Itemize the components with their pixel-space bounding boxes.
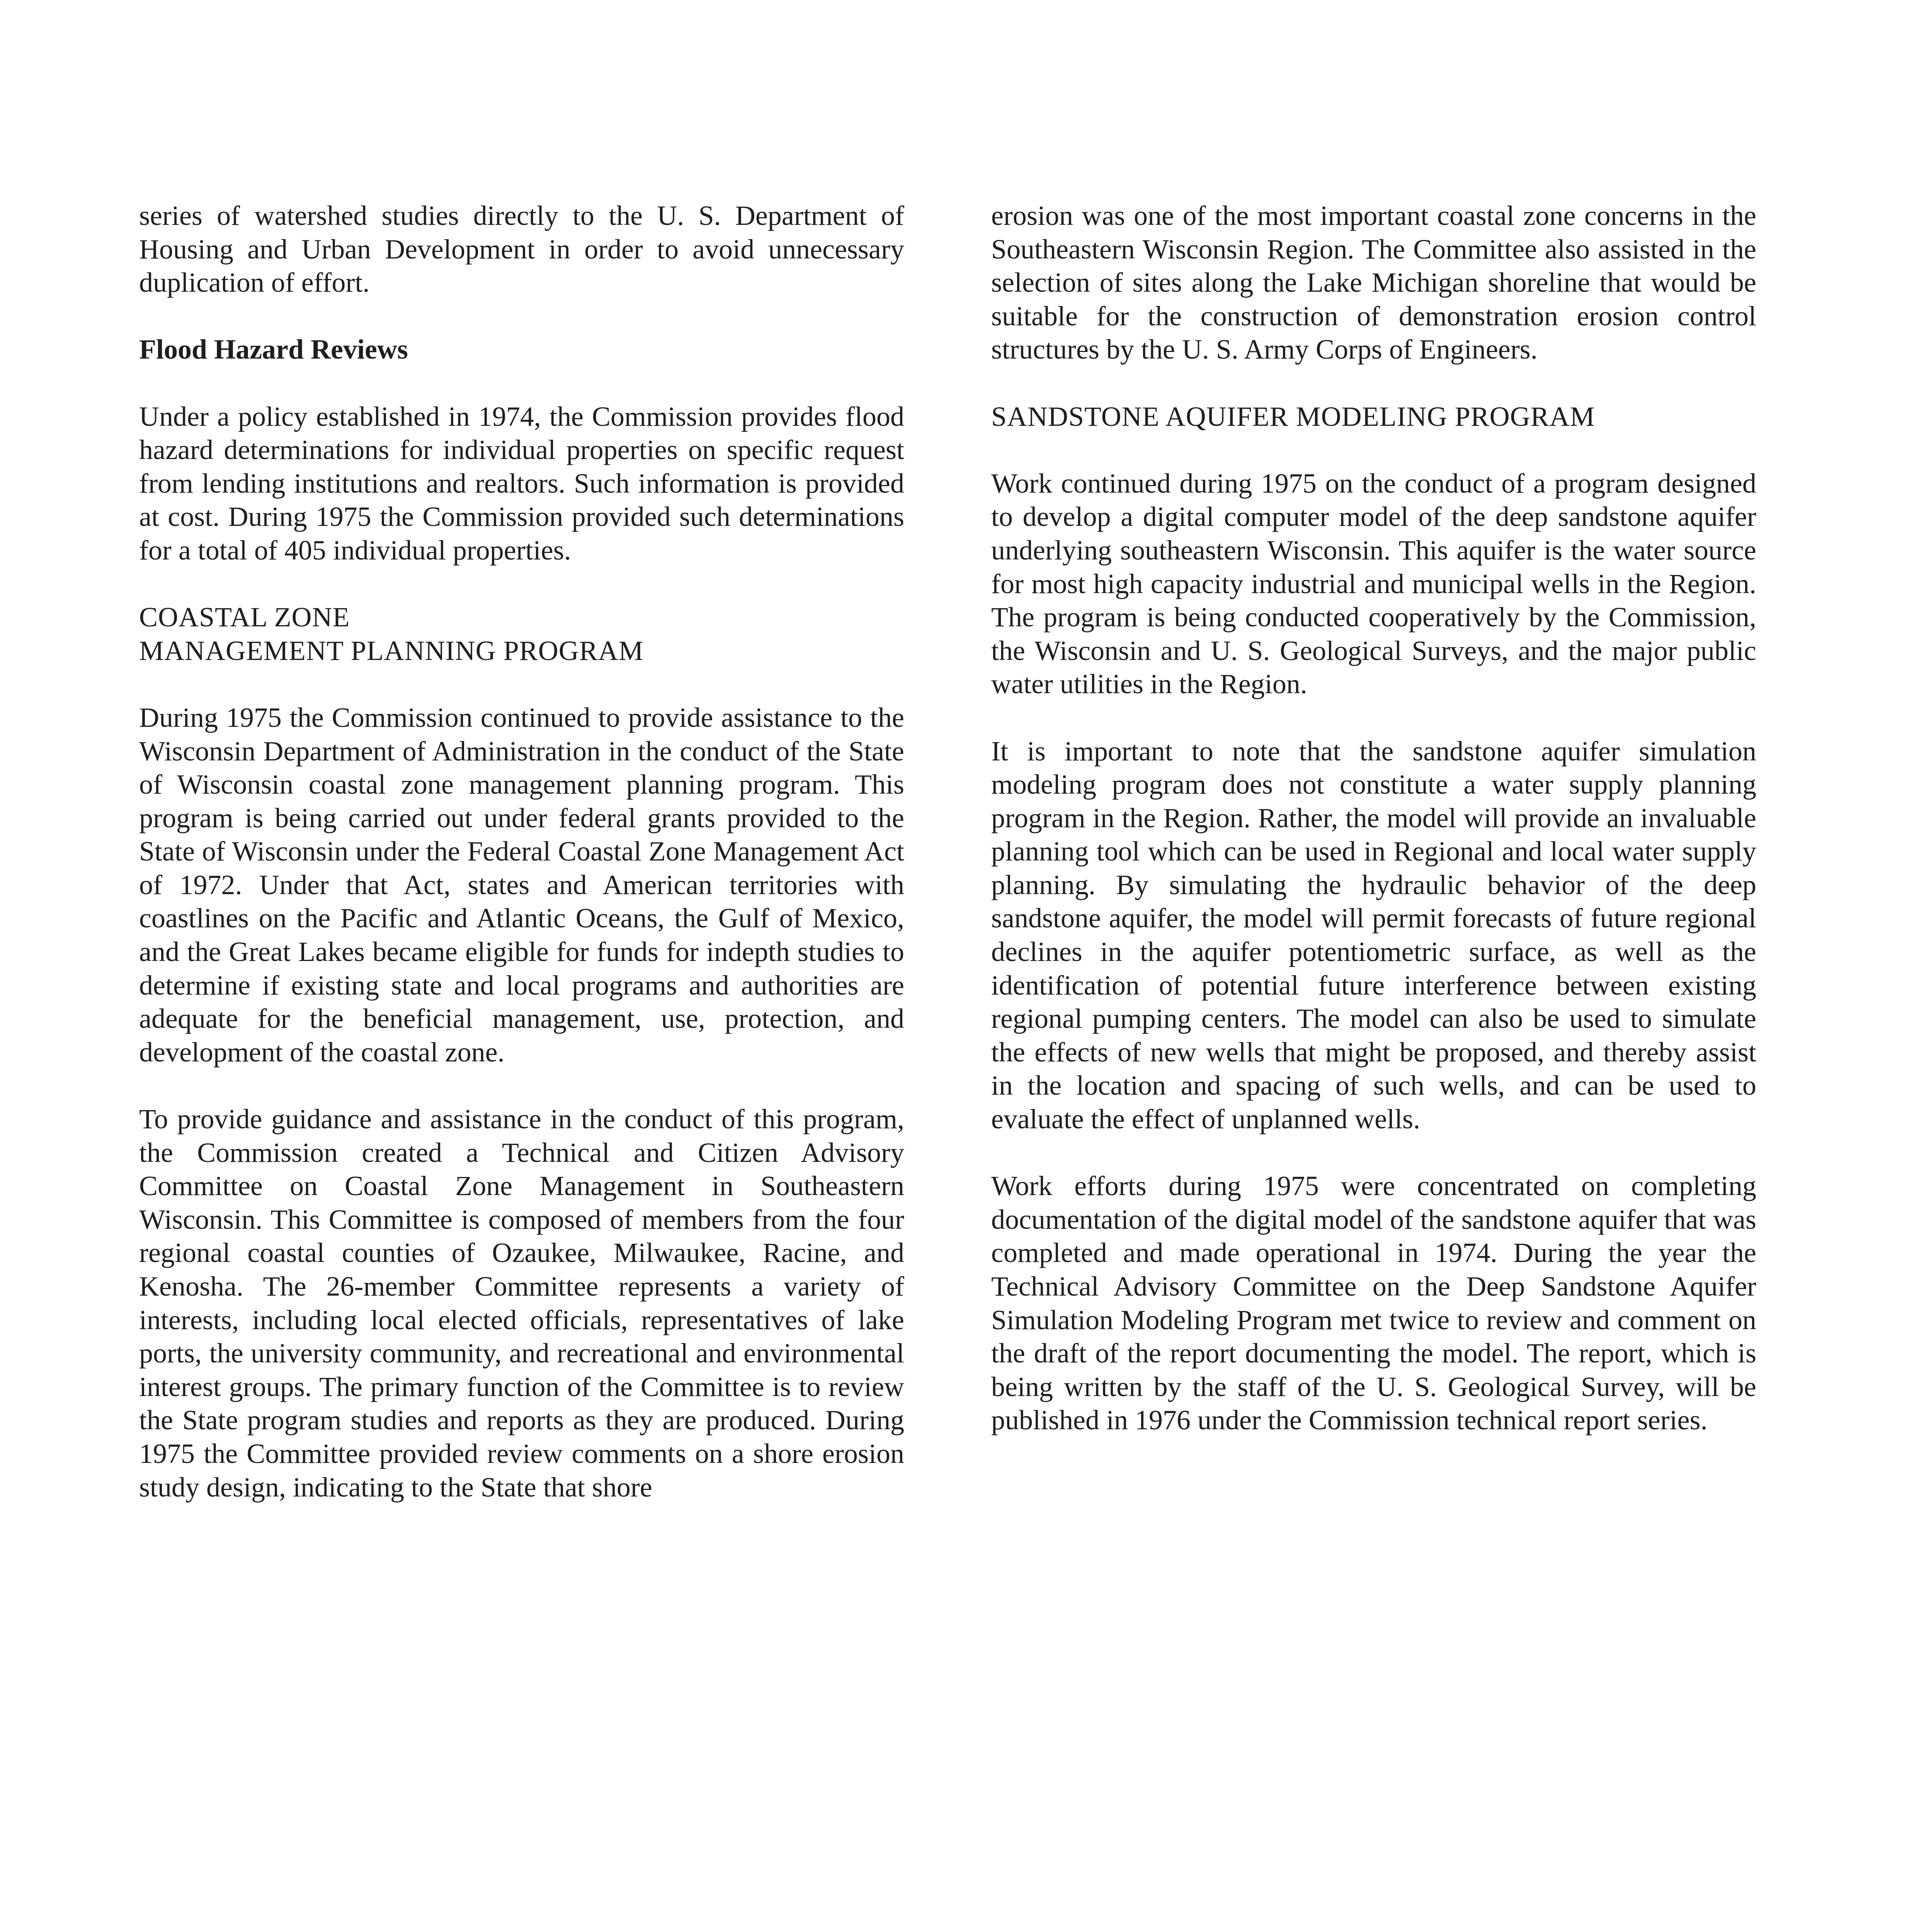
paragraph-advisory-committee: To provide guidance and assistance in the conduct of this program, the Commission created a Technical and Citizen Advisory Committee on Coastal Zone Management in Southeastern Wisconsin. This Committee is composed of members from the four regional coastal counties of Ozaukee, Milwaukee, Racine, and Kenosha. The 26-member Committee represents a variety of interests, including local elected officials, representatives of lake ports, the university community, and recreational and environmental interest groups. The primary function of the Committee is to review the State program studies and reports as they are produced. During 1975 the Committee provided review comments on a shore erosion study design, indicating to the State that shore bbox=[139, 1104, 904, 1503]
paragraph-watershed-studies: series of watershed studies directly to the U. S. Department of Housing and Urban Development in order to avoid unnecessary duplication of effort. bbox=[139, 200, 904, 298]
paragraph-coastal-program: During 1975 the Commission continued to provide assistance to the Wisconsin Department of Administration in the conduct of the State of Wisconsin coastal zone management planning program. This program is being carried out under federal grants provided to the State of Wisconsin under the Federal Coastal Zone Management Act of 1972. Under that Act, states and American territories with coastlines on the Pacific and Atlantic Oceans, the Gulf of Mexico, and the Great Lakes became eligible for funds for indepth studies to determine if existing state and local programs and authorities are adequate for the beneficial management, use, protection, and development of the coastal zone. bbox=[139, 702, 904, 1068]
paragraph-aquifer-model: Work continued during 1975 on the conduct of a program designed to develop a digital computer model of the deep sandstone aquifer underlying southeastern Wisconsin. This aquifer is the water source for most high capacity industrial and municipal wells in the Region. The program is being conducted cooperatively by the Commission, the Wisconsin and U. S. Geological Surveys, and the major public water utilities in the Region. bbox=[991, 468, 1756, 700]
right-column bbox=[991, 199, 1756, 1471]
heading-coastal-zone bbox=[139, 600, 904, 667]
heading-coastal-zone-line2: MANAGEMENT PLANNING PROGRAM bbox=[139, 635, 644, 666]
heading-sandstone-aquifer: SANDSTONE AQUIFER MODELING PROGRAM bbox=[991, 401, 1595, 432]
heading-coastal-zone-line1: COASTAL ZONE bbox=[139, 602, 350, 633]
paragraph-shore-erosion: erosion was one of the most important coastal zone concerns in the Southeastern Wisconsin Region. The Committee also assisted in the selection of sites along the Lake Michigan shoreline that would be suitable for the construction of demonstration erosion control structures by the U. S. Army Corps of Engineers. bbox=[991, 200, 1756, 365]
paragraph-work-efforts: Work efforts during 1975 were concentrated on completing documentation of the digital model of the sandstone aquifer that was completed and made operational in 1974. During the year the Technical Advisory Committee on the Deep Sandstone Aquifer Simulation Modeling Program met twice to review and comment on the draft of the report documenting the model. The report, which is being written by the staff of the U. S. Geological Survey, will be published in 1976 under the Commission technical report series. bbox=[991, 1170, 1756, 1436]
paragraph-flood-hazard: Under a policy established in 1974, the Commission provides flood hazard determinations for individual properties on specific request from lending institutions and realtors. Such information is provided at cost. During 1975 the Commission provided such determinations for a total of 405 individual properties. bbox=[139, 401, 904, 566]
left-column bbox=[139, 199, 904, 1537]
paragraph-aquifer-planning: It is important to note that the sandstone aquifer simulation modeling program does not constitute a water supply planning program in the Region. Rather, the model will provide an invaluable planning tool which can be used in Regional and local water supply planning. By simulating the hydraulic behavior of the deep sandstone aquifer, the model will permit forecasts of future regional declines in the aquifer potentiometric surface, as well as the identification of potential future interference between existing regional pumping centers. The model can also be used to simulate the effects of new wells that might be proposed, and thereby assist in the location and spacing of such wells, and can be used to evaluate the effect of unplanned wells. bbox=[991, 735, 1756, 1135]
heading-flood-hazard-reviews: Flood Hazard Reviews bbox=[139, 334, 408, 365]
